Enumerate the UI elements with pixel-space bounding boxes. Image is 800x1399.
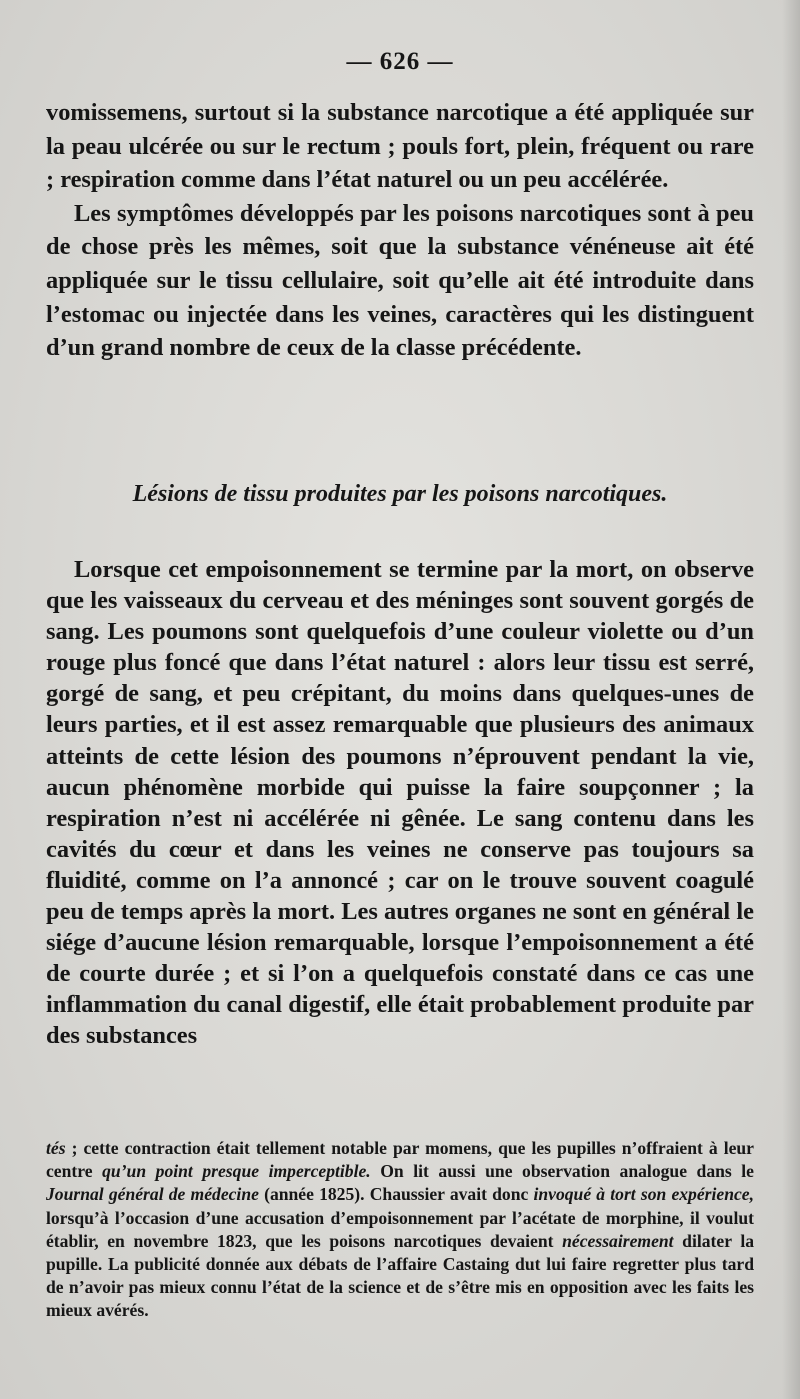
footnote-italic-3: Journal général de médecine	[46, 1184, 259, 1205]
footnote-italic-1: tés	[46, 1138, 66, 1158]
footnote-seg-2: ; cette contraction était tellement notable par momens, que les pupilles n’offraient à leur centre	[46, 1138, 754, 1182]
footnote-seg-6: (année 1825). Chaussier avait donc	[258, 1184, 534, 1205]
footnote-seg-8: lorsqu’à l’occasion d’une accusation d’empoisonnement par l’acétate de morphine, il voulut établir, en novembre 1823, que les poisons narcotiques devaient	[46, 1207, 754, 1251]
page-edge-shadow	[782, 0, 800, 1399]
body-text-top	[46, 96, 754, 365]
section-heading: Lésions de tissu produites par les poisons narcotiques.	[132, 481, 668, 507]
page-number: — 626 —	[346, 48, 454, 75]
paragraph-lesions: Lorsque cet empoisonnement se termine par la mort, on observe que les vaisseaux du cerveau et des méninges sont souvent gorgés de sang. Les poumons sont quelquefois d’une couleur violette ou d’un rouge plus foncé que dans l’état naturel : alors leur tissu est serré, gorgé de sang, et peu crépitant, du moins dans quelques-unes de leurs parties, et il est assez remarquable que plusieurs des animaux atteints de cette lésion des poumons n’éprouvent pendant la vie, aucun phénomène morbide qui puisse la faire soupçonner ; la respiration n’est ni accélérée ni gênée. Le sang contenu dans les cavités du cœur et dans les veines ne conserve pas toujours sa fluidité, comme on l’a annoncé ; car on le trouve souvent coagulé peu de temps après la mort. Les autres organes ne sont en général le siége d’aucune lésion remarquable, lorsque l’empoisonnement a été de courte durée ; et si l’on a quelquefois constaté dans ce cas une inflammation du canal digestif, elle était probablement produite par des substances	[46, 556, 754, 1050]
footnote-italic-2: qu’un point presque imperceptible.	[102, 1161, 371, 1182]
footnote	[46, 1137, 754, 1323]
footnote-italic-4: invoqué à tort son expérience,	[533, 1184, 754, 1205]
footnote-seg-4: On lit aussi une observation analogue dans le	[370, 1161, 754, 1182]
paragraph-continuation: vomissemens, surtout si la substance narcotique a été appliquée sur la peau ulcérée ou sur le rectum ; pouls fort, plein, fréquent ou rare ; respiration comme dans l’état naturel ou un peu accélérée.	[46, 99, 754, 194]
paragraph-symptoms: Les symptômes développés par les poisons narcotiques sont à peu de chose près les mêmes, soit que la substance vénéneuse ait été appliquée sur le tissu cellulaire, soit qu’elle ait été introduite dans l’estomac ou injectée dans les veines, caractères qui les distinguent d’un grand nombre de ceux de la classe précédente.	[46, 199, 754, 362]
body-text-lesions	[46, 554, 754, 1052]
footnote-text	[46, 1137, 754, 1323]
footnote-seg-10: dilater la pupille. La publicité donnée aux débats de l’affaire Castaing dut lui faire regretter plus tard de n’avoir pas mieux connu l’état de la science et de s’être mis en opposition avec les faits les mieux avérés.	[46, 1230, 754, 1321]
footnote-italic-5: nécessairement	[562, 1230, 674, 1251]
